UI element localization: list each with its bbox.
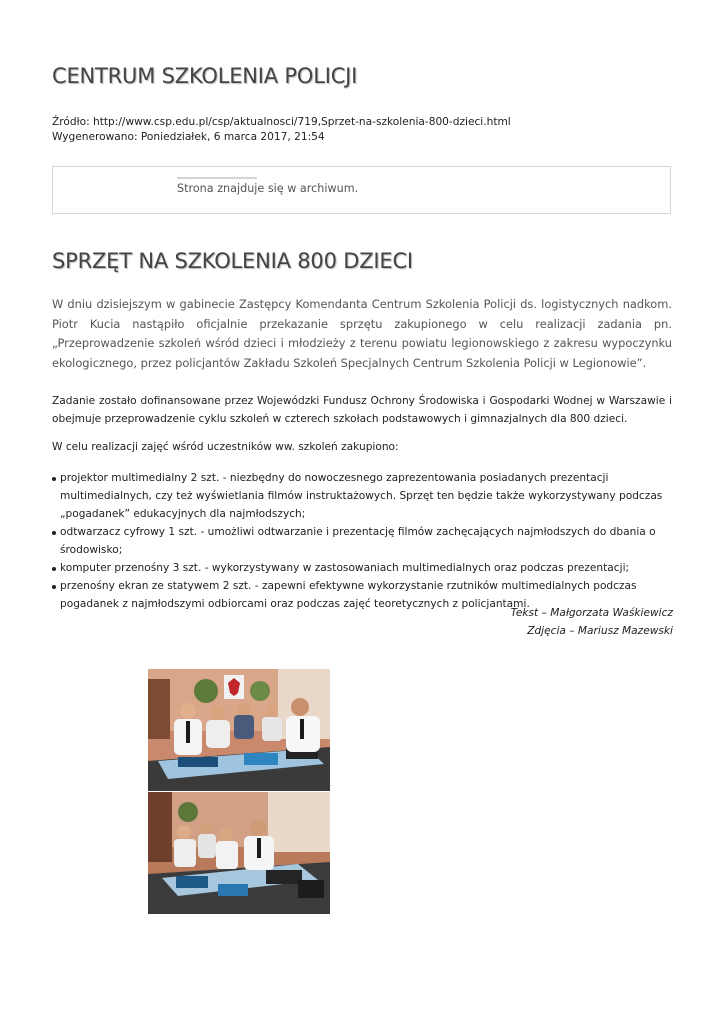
gallery-photo-2[interactable]: [148, 792, 330, 914]
article-paragraph-funding: Zadanie zostało dofinansowane przez Wojewódzki Fundusz Ochrony Środowiska i Gospodarki Wodnej w Warszawie i obejmuje przeprowadzenie cyklu szkoleń w czterech szkołach podstawowych i gimnazjalnych dla 800 dzieci.: [52, 395, 672, 425]
list-item: projektor multimedialny 2 szt. - niezbędny do nowoczesnego zaprezentowania posiadanych prezentacji multimedialnych, czy też wyświetlania filmów instruktażowych. Sprzęt ten będzie także wykorzystywany podczas „pogadanek” edukacyjnych dla najmłodszych;: [52, 469, 677, 523]
list-item: przenośny ekran ze statywem 2 szt. - zapewni efektywne wykorzystanie rzutników multimedialnych podczas pogadanek z najmłodszymi odbiorcami oraz podczas zajęć teoretycznych z policjantami.: [52, 577, 677, 613]
archive-notice-bar: [177, 177, 257, 179]
generated-date: Wygenerowano: Poniedziałek, 6 marca 2017, 21:54: [52, 131, 325, 143]
credit-text: Tekst – Małgorzata Waśkiewicz: [510, 607, 673, 619]
source-url[interactable]: Źródło: http://www.csp.edu.pl/csp/aktualnosci/719,Sprzet-na-szkolenia-800-dzieci.html: [52, 116, 511, 128]
list-item: odtwarzacz cyfrowy 1 szt. - umożliwi odtwarzanie i prezentację filmów zachęcających najmłodszych do dbania o środowisko;: [52, 523, 677, 559]
list-item: komputer przenośny 3 szt. - wykorzystywany w zastosowaniach multimedialnych oraz podczas prezentacji;: [52, 559, 677, 577]
article-title: SPRZĘT NA SZKOLENIA 800 DZIECI: [52, 249, 413, 273]
meeting-photo-image: [148, 669, 330, 791]
document-meta: [52, 115, 511, 145]
archive-notice-text: Strona znajduje się w archiwum.: [177, 182, 359, 195]
archive-notice-box: [52, 166, 671, 214]
article-credits: [511, 604, 673, 640]
equipment-list: [52, 469, 677, 613]
credit-photos: Zdjęcia – Mariusz Mazewski: [527, 625, 673, 637]
article-paragraph-purchase-intro: W celu realizacji zajęć wśród uczestników ww. szkoleń zakupiono:: [52, 441, 399, 453]
equipment-photo-image: [148, 792, 330, 914]
article-lead: W dniu dzisiejszym w gabinecie Zastępcy Komendanta Centrum Szkolenia Policji ds. logistycznych nadkom. Piotr Kucia nastąpiło oficjalnie przekazanie sprzętu zakupionego w celu realizacji zadania pn. „Przeprowadzenie szkoleń wśród dzieci i młodzieży z terenu powiatu legionowskiego z zakresu wypoczynku ekologicznego, przez policjantów Zakładu Szkoleń Specjalnych Centrum Szkolenia Policji w Legionowie”.: [52, 297, 672, 370]
gallery-photo-1[interactable]: [148, 669, 330, 791]
site-title: CENTRUM SZKOLENIA POLICJI: [52, 64, 358, 88]
